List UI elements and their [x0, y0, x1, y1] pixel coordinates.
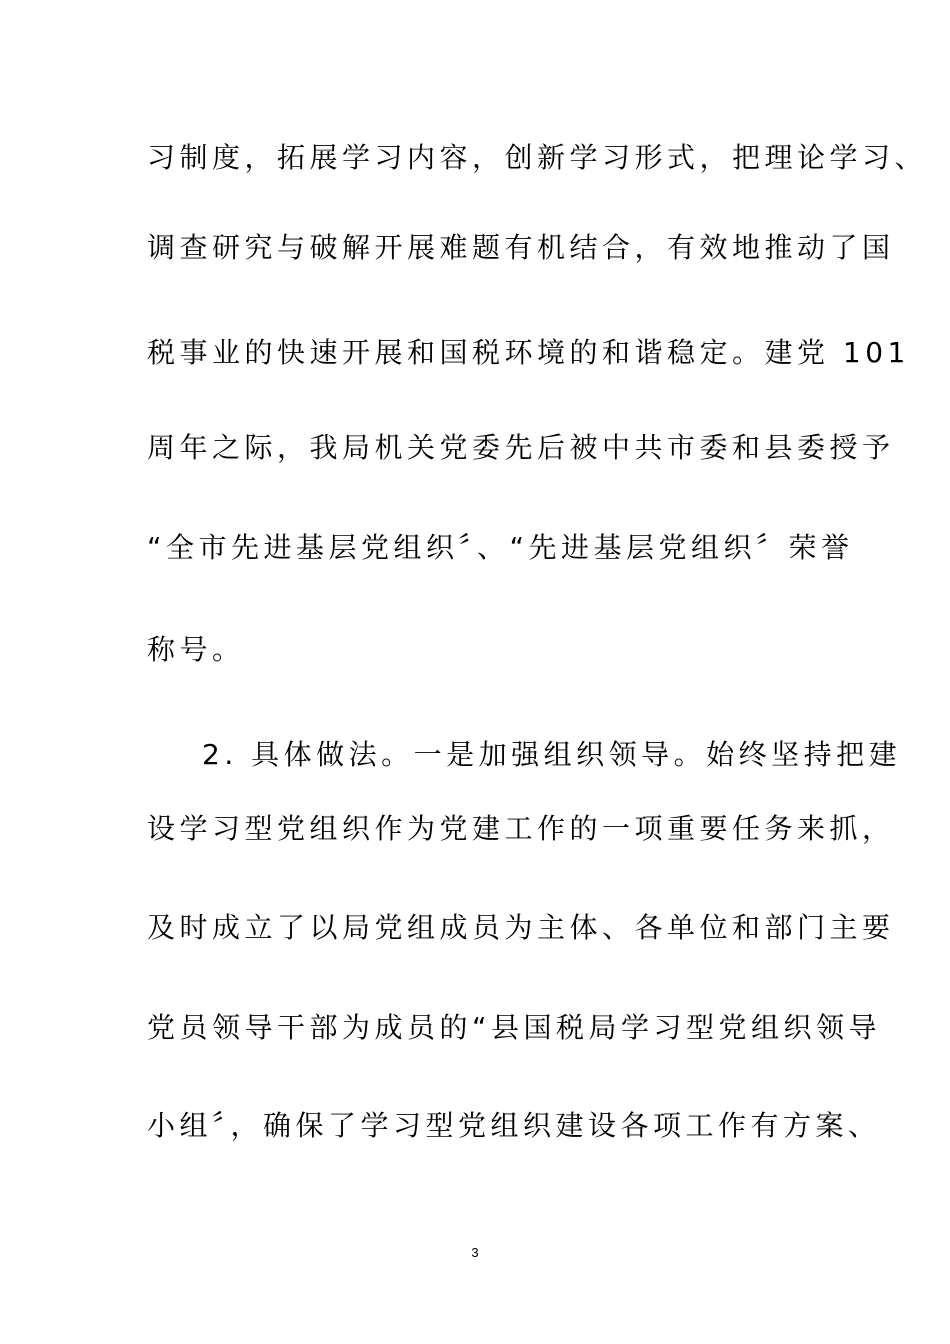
text-line: 称号。 — [147, 633, 245, 666]
text-line: 2. 具体做法。一是加强组织领导。始终坚持把建 — [202, 738, 902, 771]
text-line: 设学习型党组织作为党建工作的一项重要任务来抓， — [147, 812, 895, 845]
text-line: 及时成立了以局党组成员为主体、各单位和部门主要 — [147, 911, 895, 944]
text-line: 周年之际，我局机关党委先后被中共市委和县委授予 — [147, 431, 895, 464]
text-line: 习制度，拓展学习内容，创新学习形式，把理论学习、 — [147, 141, 928, 174]
text-line: 税事业的快速开展和国税环境的和谐稳定。建党 101 — [147, 336, 910, 369]
text-line: “全市先进基层党组织〞、“先进基层党组织〞荣誉 — [147, 531, 854, 564]
page-number: 3 — [471, 1245, 479, 1260]
text-line: 小组〞，确保了学习型党组织建设各项工作有方案、 — [147, 1109, 881, 1142]
text-line: 党员领导干部为成员的“县国税局学习型党组织领导 — [147, 1011, 882, 1044]
text-line: 调查研究与破解开展难题有机结合，有效地推动了国 — [147, 231, 895, 264]
